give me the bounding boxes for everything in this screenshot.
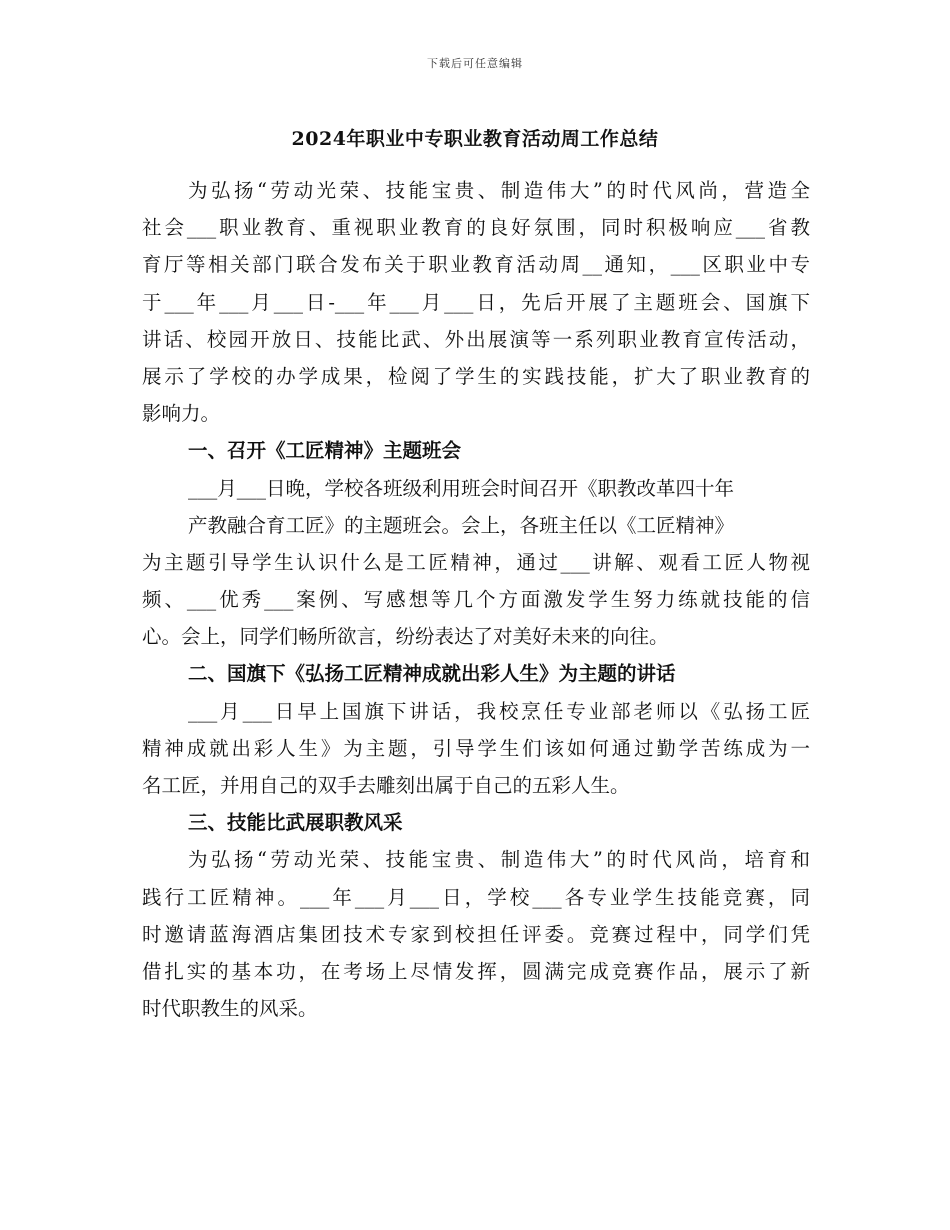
section-heading-3: 三、技能比武展职教风采 <box>188 811 403 835</box>
paragraph-line: 讲话、校园开放日、技能比武、外出展演等一系列职业教育宣传活动， <box>142 327 810 351</box>
paragraph-line: 时代职教生的风采。 <box>142 997 318 1021</box>
paragraph-line: 社会___职业教育、重视职业教育的良好氛围，同时积极响应___省教 <box>142 216 810 240</box>
paragraph-line: ___月___日早上国旗下讲话，我校烹任专业部老师以《弘扬工匠 <box>188 699 810 723</box>
section-heading-1: 一、召开《工匠精神》主题班会 <box>188 439 462 463</box>
paragraph-line: 频、___优秀___案例、写感想等几个方面激发学生努力练就技能的信 <box>142 588 810 612</box>
paragraph-line: 展示了学校的办学成果，检阅了学生的实践技能，扩大了职业教育的 <box>142 364 810 388</box>
document-body <box>142 172 810 1027</box>
paragraph-line: 心。会上，同学们畅所欲言，纷纷表达了对美好未来的向往。 <box>142 625 669 649</box>
section-heading-2: 二、国旗下《弘扬工匠精神成就出彩人生》为主题的讲话 <box>188 662 676 686</box>
paragraph-line: 精神成就出彩人生》为主题，引导学生们该如何通过勤学苦练成为一 <box>142 736 810 760</box>
paragraph-line: 借扎实的基本功，在考场上尽情发挥，圆满完成竞赛作品，展示了新 <box>142 959 810 983</box>
paragraph-line: 育厅等相关部门联合发布关于职业教育活动周__通知，___区职业中专 <box>142 253 810 277</box>
document-title: 2024年职业中专职业教育活动周工作总结 <box>291 128 659 150</box>
paragraph-line: 践行工匠精神。___年___月___日，学校___各专业学生技能竞赛，同 <box>142 885 810 909</box>
paragraph-line: ___月___日晚，学校各班级利用班会时间召开《职教改革四十年 <box>188 476 735 500</box>
paragraph-line: 为弘扬“劳动光荣、技能宝贵、制造伟大”的时代风尚，营造全 <box>188 179 810 202</box>
paragraph-line: 时邀请蓝海酒店集团技术专家到校担任评委。竞赛过程中，同学们凭 <box>142 922 810 946</box>
paragraph-line: 产教融合育工匠》的主题班会。会上，各班主任以《工匠精神》 <box>188 513 735 537</box>
paragraph-line: 于___年___月___日-___年___月___日，先后开展了主题班会、国旗下 <box>142 290 810 314</box>
paragraph-line: 影响力。 <box>142 402 221 426</box>
paragraph-line: 为弘扬“劳动光荣、技能宝贵、制造伟大”的时代风尚，培育和 <box>188 848 810 872</box>
paragraph-line: 名工匠，并用自己的双手去雕刻出属于自己的五彩人生。 <box>142 774 630 797</box>
paragraph-line: 为主题引导学生认识什么是工匠精神，通过___讲解、观看工匠人物视 <box>142 550 810 574</box>
header-note: 下载后可任意编辑 <box>427 57 523 70</box>
